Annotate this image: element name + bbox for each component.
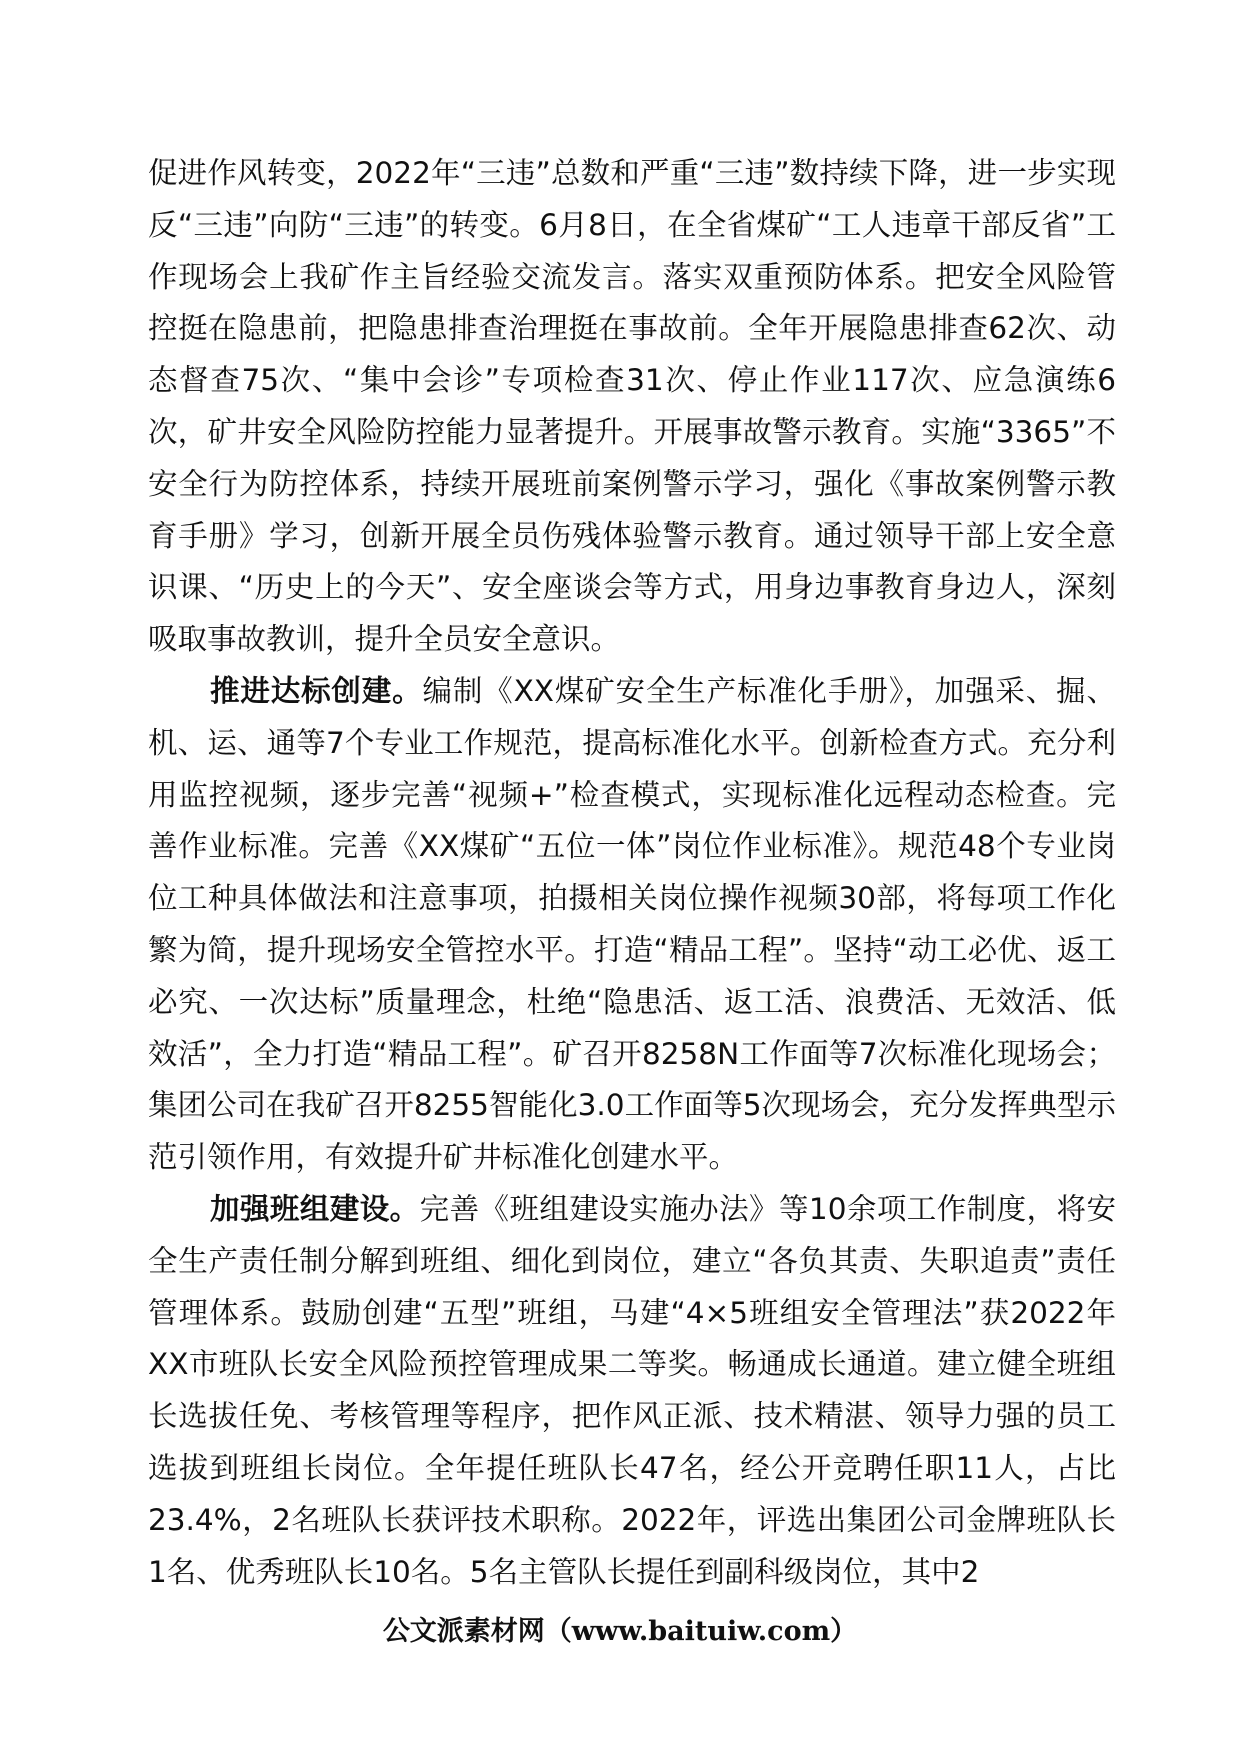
paragraph-2-text: 编制《XX煤矿安全生产标准化手册》，加强采、掘、机、运、通等7个专业工作规范，提高标准化水平。创新检查方式。充分利用监控视频，逐步完善“视频+”检查模式，实现标准化远程动态检查。完善作业标准。完善《XX煤矿“五位一体”岗位作业标准》。规范48个专业岗位工种具体做法和注意事项，拍摄相关岗位操作视频30部，将每项工作化繁为简，提升现场安全管控水平。打造“精品工程”。坚持“动工必优、返工必究、一次达标”质量理念，杜绝“隐患活、返工活、浪费活、无效活、低效活”，全力打造“精品工程”。矿召开8258N工作面等7次标准化现场会；集团公司在我矿召开8255智能化3.0工作面等5次现场会，充分发挥典型示范引领作用，有效提升矿井标准化创建水平。: [148, 673, 1116, 1175]
paragraph-1-text: 促进作风转变，2022年“三违”总数和严重“三违”数持续下降，进一步实现反“三违”向防“三违”的转变。6月8日，在全省煤矿“工人违章干部反省”工作现场会上我矿作主旨经验交流发言。落实双重预防体系。把安全风险管控挺在隐患前，把隐患排查治理挺在事故前。全年开展隐患排查62次、动态督查75次、“集中会诊”专项检查31次、停止作业117次、应急演练6次，矿井安全风险防控能力显著提升。开展事故警示教育。实施“3365”不安全行为防控体系，持续开展班前案例警示学习，强化《事故案例警示教育手册》学习，创新开展全员伤残体验警示教育。通过领导干部上安全意识课、“历史上的今天”、安全座谈会等方式，用身边事教育身边人，深刻吸取事故教训，提升全员安全意识。: [148, 156, 1116, 657]
paragraph-2-heading: 推进达标创建。: [210, 673, 423, 708]
paragraph-1: [148, 148, 1116, 666]
paragraph-3-heading: 加强班组建设。: [210, 1191, 420, 1226]
paragraph-3: [148, 1184, 1116, 1598]
document-body: [148, 148, 1116, 1598]
paragraph-2: [148, 666, 1116, 1184]
page-footer: 公文派素材网（www.baituiw.com）: [382, 1616, 858, 1647]
paragraph-3-text: 完善《班组建设实施办法》等10余项工作制度，将安全生产责任制分解到班组、细化到岗位，建立“各负其责、失职追责”责任管理体系。鼓励创建“五型”班组，马建“4×5班组安全管理法”获2022年XX市班队长安全风险预控管理成果二等奖。畅通成长通道。建立健全班组长选拔任免、考核管理等程序，把作风正派、技术精湛、领导力强的员工选拔到班组长岗位。全年提任班队长47名，经公开竞聘任职11人，占比23.4%，2名班队长获评技术职称。2022年，评选出集团公司金牌班队长1名、优秀班队长10名。5名主管队长提任到副科级岗位，其中2: [148, 1191, 1116, 1589]
